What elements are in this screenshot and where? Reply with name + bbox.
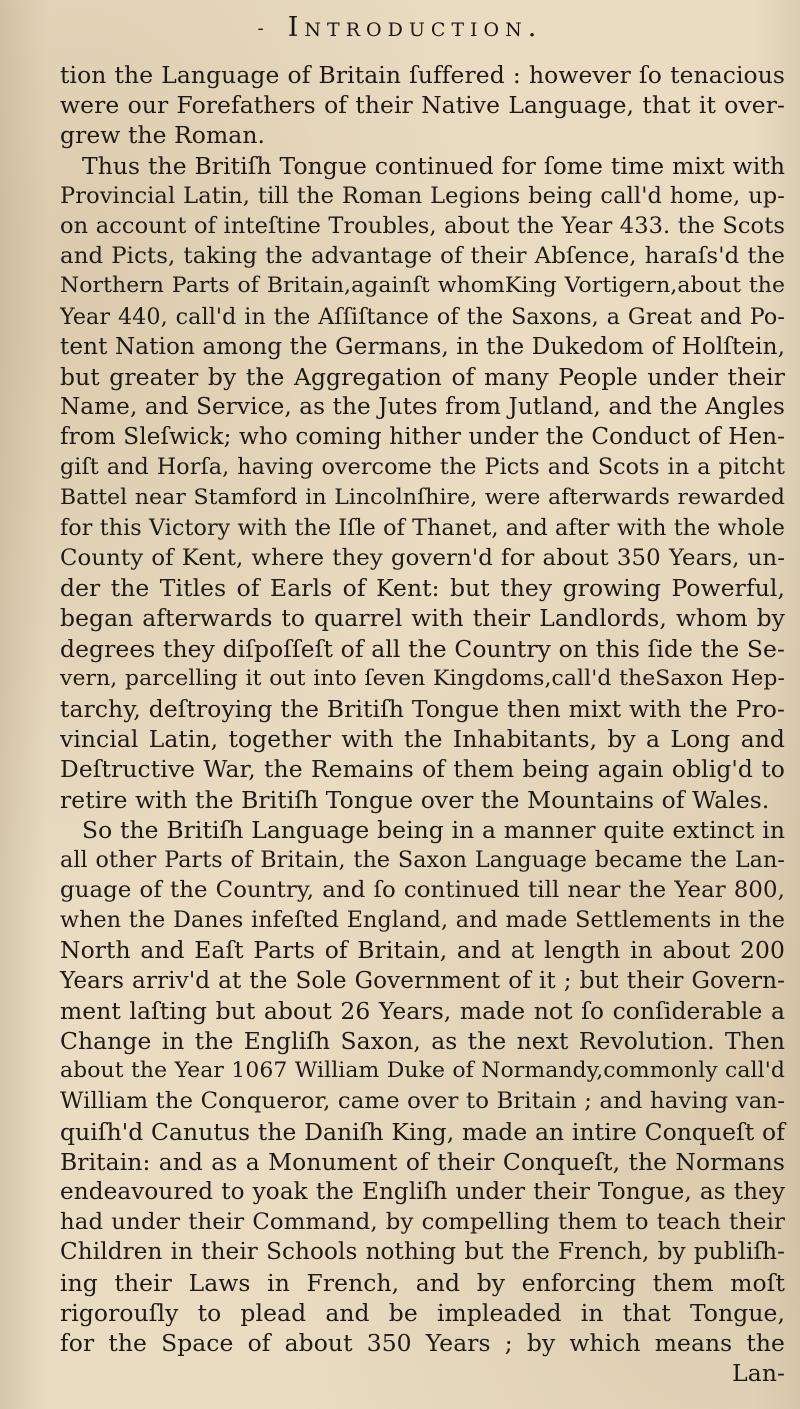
- text-line: Britain: and as a Monument of their Conqueſt, the Normans: [60, 1147, 785, 1176]
- body-text: [60, 60, 785, 1388]
- text-line: Battel near Stamford in Lincolnſhire, were afterwards rewarded: [60, 484, 785, 510]
- text-line: for this Victory with the Iſle of Thanet, and after with the whole: [60, 514, 785, 541]
- text-line: had under their Command, by compelling them to teach their: [60, 1209, 785, 1236]
- paragraph-start-line: Thus the Britiſh Tongue continued for ſome time mixt with: [82, 151, 785, 180]
- text-line: tent Nation among the Germans, in the Dukedom of Holſtein,: [60, 333, 786, 360]
- text-line: Year 440, call'd in the Aſſiſtance of the Saxons, a Great and Po-: [60, 303, 785, 330]
- text-line: ment laſting but about 26 Years, made not ſo conſiderable a: [60, 996, 785, 1025]
- text-line: vern, parcelling it out into ſeven Kingdoms,call'd theSaxon Hep-: [60, 665, 785, 691]
- text-line: Change in the Engliſh Saxon, as the next Revolution. Then: [60, 1027, 785, 1055]
- text-line: der the Titles of Earls of Kent: but they growing Powerful,: [60, 574, 785, 603]
- text-line: rigorouſly to plead and be impleaded in that Tongue,: [60, 1298, 785, 1327]
- text-line: ing their Laws in French, and by enforcing them moſt: [60, 1268, 785, 1297]
- running-head: [0, 12, 800, 43]
- text-line: tarchy, deſtroying the Britiſh Tongue then mixt with the Pro-: [60, 694, 785, 723]
- text-line: on account of inteſtine Troubles, about the Year 433. the Scots: [60, 212, 785, 239]
- text-line: degrees they diſpoſſeſt of all the Country on this ſide the Se-: [60, 634, 785, 663]
- text-line: County of Kent, where they govern'd for about 350 Years, un-: [60, 545, 785, 571]
- text-line: North and Eaſt Parts of Britain, and at length in about 200: [60, 936, 785, 965]
- text-line: tion the Language of Britain ſuffered : however ſo tenacious: [60, 61, 785, 89]
- text-line: began afterwards to quarrel with their Landlords, whom by: [60, 604, 785, 633]
- text-line: retire with the Britiſh Tongue over the Mountains of Wales.: [60, 785, 770, 814]
- text-line: all other Parts of Britain, the Saxon Language became the Lan-: [60, 846, 785, 873]
- text-line: giſt and Horſa, having overcome the Picts and Scots in a pitcht: [60, 454, 785, 481]
- text-line: endeavoured to yoak the Engliſh under their Tongue, as they: [60, 1178, 785, 1205]
- text-line: when the Danes infeſted England, and made Settlements in the: [60, 907, 785, 934]
- text-line: guage of the Country, and ſo continued till near the Year 800,: [60, 877, 785, 904]
- text-line: from Sleſwick; who coming hither under the Conduct of Hen-: [60, 424, 785, 451]
- text-line: and Picts, taking the advantage of their Abſence, haraſs'd the: [60, 243, 785, 270]
- text-line: Years arriv'd at the Sole Government of it ; but their Govern-: [60, 967, 785, 994]
- text-line: quiſh'd Canutus the Daniſh King, made an intire Conqueſt of: [60, 1117, 785, 1146]
- text-line: Provincial Latin, till the Roman Legions being call'd home, up-: [60, 182, 785, 209]
- text-line: were our Forefathers of their Native Language, that it over-: [60, 91, 785, 120]
- text-line: grew the Roman.: [60, 121, 266, 150]
- catchword: Lan-: [732, 1359, 785, 1388]
- head-ornament: -: [257, 18, 270, 39]
- text-line: Northern Parts of Britain,againſt whomKing Vortigern,about the: [60, 273, 785, 299]
- text-line: William the Conqueror, came over to Britain ; and having van-: [60, 1088, 785, 1115]
- text-line: Children in their Schools nothing but the French, by publiſh-: [60, 1239, 785, 1266]
- running-head-text: Introduction.: [287, 12, 543, 43]
- text-line: Deſtructive War, the Remains of them being again oblig'd to: [60, 755, 785, 784]
- text-line: Name, and Service, as the Jutes from Jutland, and the Angles: [60, 394, 785, 421]
- text-line: about the Year 1067 William Duke of Normandy,commonly call'd: [60, 1058, 785, 1084]
- text-line: for the Space of about 350 Years ; by which means the: [60, 1328, 785, 1357]
- text-line: but greater by the Aggregation of many People under their: [60, 362, 785, 391]
- text-line: vincial Latin, together with the Inhabitants, by a Long and: [60, 725, 785, 754]
- paragraph-start-line: So the Britiſh Language being in a manner quite extinct in: [82, 815, 785, 844]
